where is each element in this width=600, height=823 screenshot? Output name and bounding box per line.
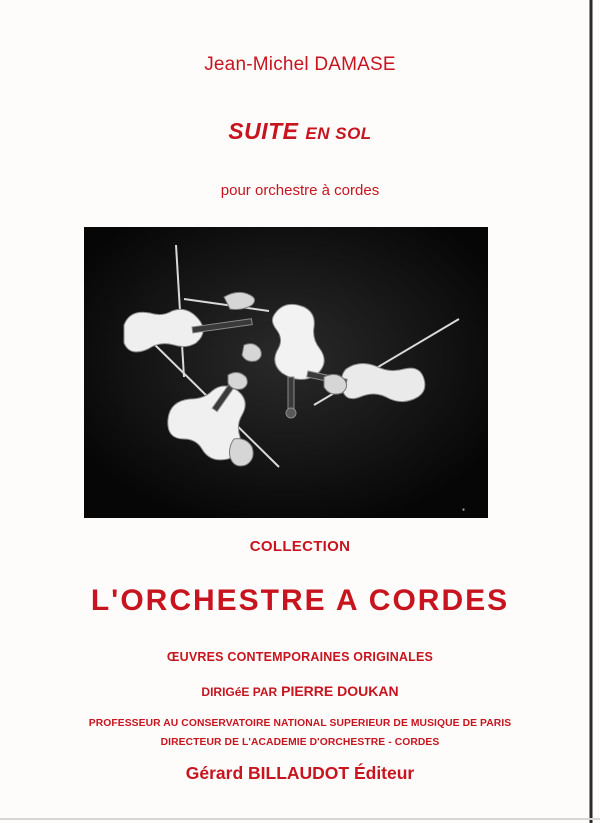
- photo-credit-mark: ●: [462, 507, 466, 513]
- director-prefix: DIRIGéE PAR: [201, 685, 278, 699]
- collection-label: COLLECTION: [249, 538, 351, 555]
- credential-line-2: DIRECTEUR DE L'ACADEMIE D'ORCHESTRE - CORDES: [160, 737, 440, 748]
- violins-illustration: [84, 227, 488, 518]
- composer-name: Jean-Michel DAMASE: [204, 54, 396, 75]
- work-title: [0, 118, 600, 145]
- director-line: [0, 683, 600, 699]
- director-name: PIERRE DOUKAN: [281, 683, 399, 699]
- title-main: SUITE: [228, 118, 299, 144]
- series-title: L'ORCHESTRE A CORDES: [90, 584, 510, 617]
- violins-photograph: [84, 227, 488, 518]
- work-subtitle: pour orchestre à cordes: [220, 182, 380, 199]
- title-rest: EN SOL: [305, 124, 372, 143]
- credential-line-1: PROFESSEUR AU CONSERVATOIRE NATIONAL SUPERIEUR DE MUSIQUE DE PARIS: [88, 718, 512, 729]
- publisher-name: Gérard BILLAUDOT Éditeur: [185, 763, 415, 783]
- works-line: ŒUVRES CONTEMPORAINES ORIGINALES: [166, 650, 434, 664]
